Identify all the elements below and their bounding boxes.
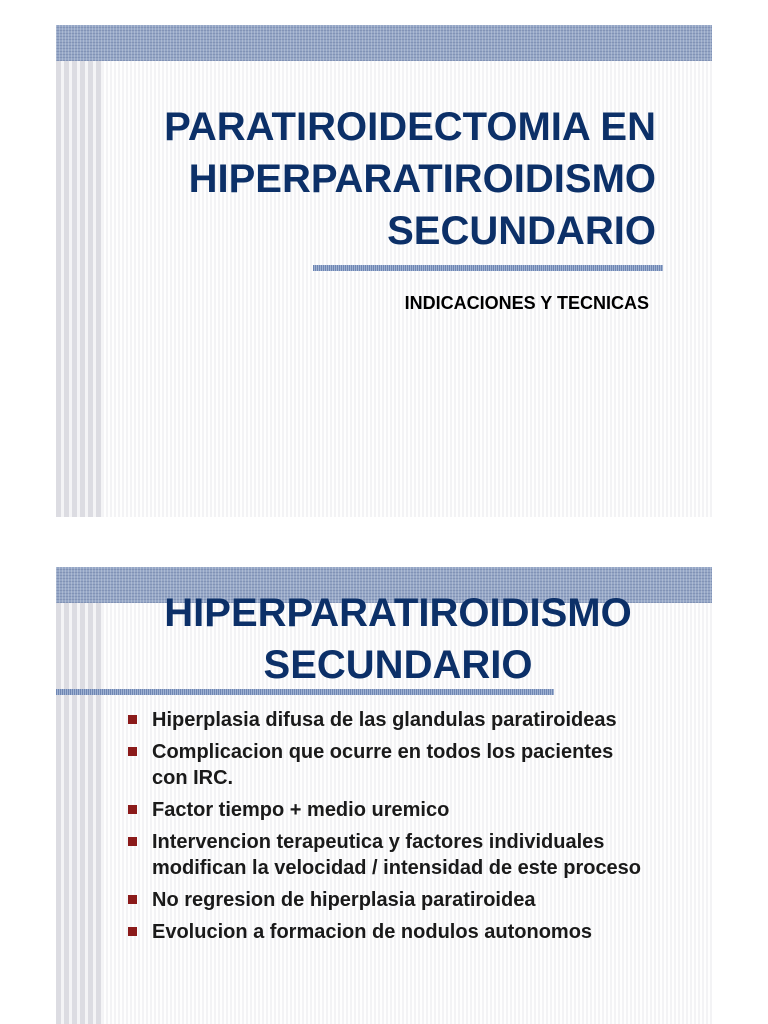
- slide-1-title-line: SECUNDARIO: [387, 209, 656, 253]
- bullet-list: [128, 707, 698, 951]
- bullet-item: [128, 887, 698, 913]
- bullet-item: [128, 707, 698, 733]
- square-bullet-icon: [128, 837, 137, 846]
- bullet-text: Intervencion terapeutica y factores individuales: [152, 831, 605, 853]
- slide-2: [56, 567, 712, 1024]
- bullet-item: [128, 739, 698, 791]
- bullet-item: [128, 829, 698, 881]
- title-divider: [56, 689, 554, 695]
- slide-2-title-line: SECUNDARIO: [263, 643, 533, 687]
- bullet-text: Factor tiempo + medio uremico: [152, 799, 450, 821]
- square-bullet-icon: [128, 927, 137, 936]
- square-bullet-icon: [128, 805, 137, 814]
- square-bullet-icon: [128, 715, 137, 724]
- square-bullet-icon: [128, 747, 137, 756]
- bullet-text: No regresion de hiperplasia paratiroidea: [152, 889, 536, 911]
- bullet-item: [128, 919, 698, 945]
- square-bullet-icon: [128, 895, 137, 904]
- slide-1-subtitle: INDICACIONES Y TECNICAS: [404, 293, 649, 313]
- slide-2-title: [128, 587, 668, 691]
- slide-2-title-line: HIPERPARATIROIDISMO: [164, 591, 632, 635]
- slide-1: [56, 25, 712, 517]
- title-divider: [313, 265, 663, 271]
- bullet-text: modifican la velocidad / intensidad de este proceso: [152, 857, 642, 879]
- bullet-text: Evolucion a formacion de nodulos autonomos: [152, 921, 593, 943]
- bullet-text: Hiperplasia difusa de las glandulas paratiroideas: [152, 709, 617, 731]
- bullet-text: Complicacion que ocurre en todos los pacientes: [152, 741, 614, 763]
- bullet-item: [128, 797, 698, 823]
- slide-1-title-line: HIPERPARATIROIDISMO: [188, 157, 656, 201]
- slide-header-band: [56, 25, 712, 61]
- slide-1-title: [164, 101, 656, 257]
- bullet-text: con IRC.: [152, 767, 234, 789]
- slide-1-title-line: PARATIROIDECTOMIA EN: [164, 105, 656, 149]
